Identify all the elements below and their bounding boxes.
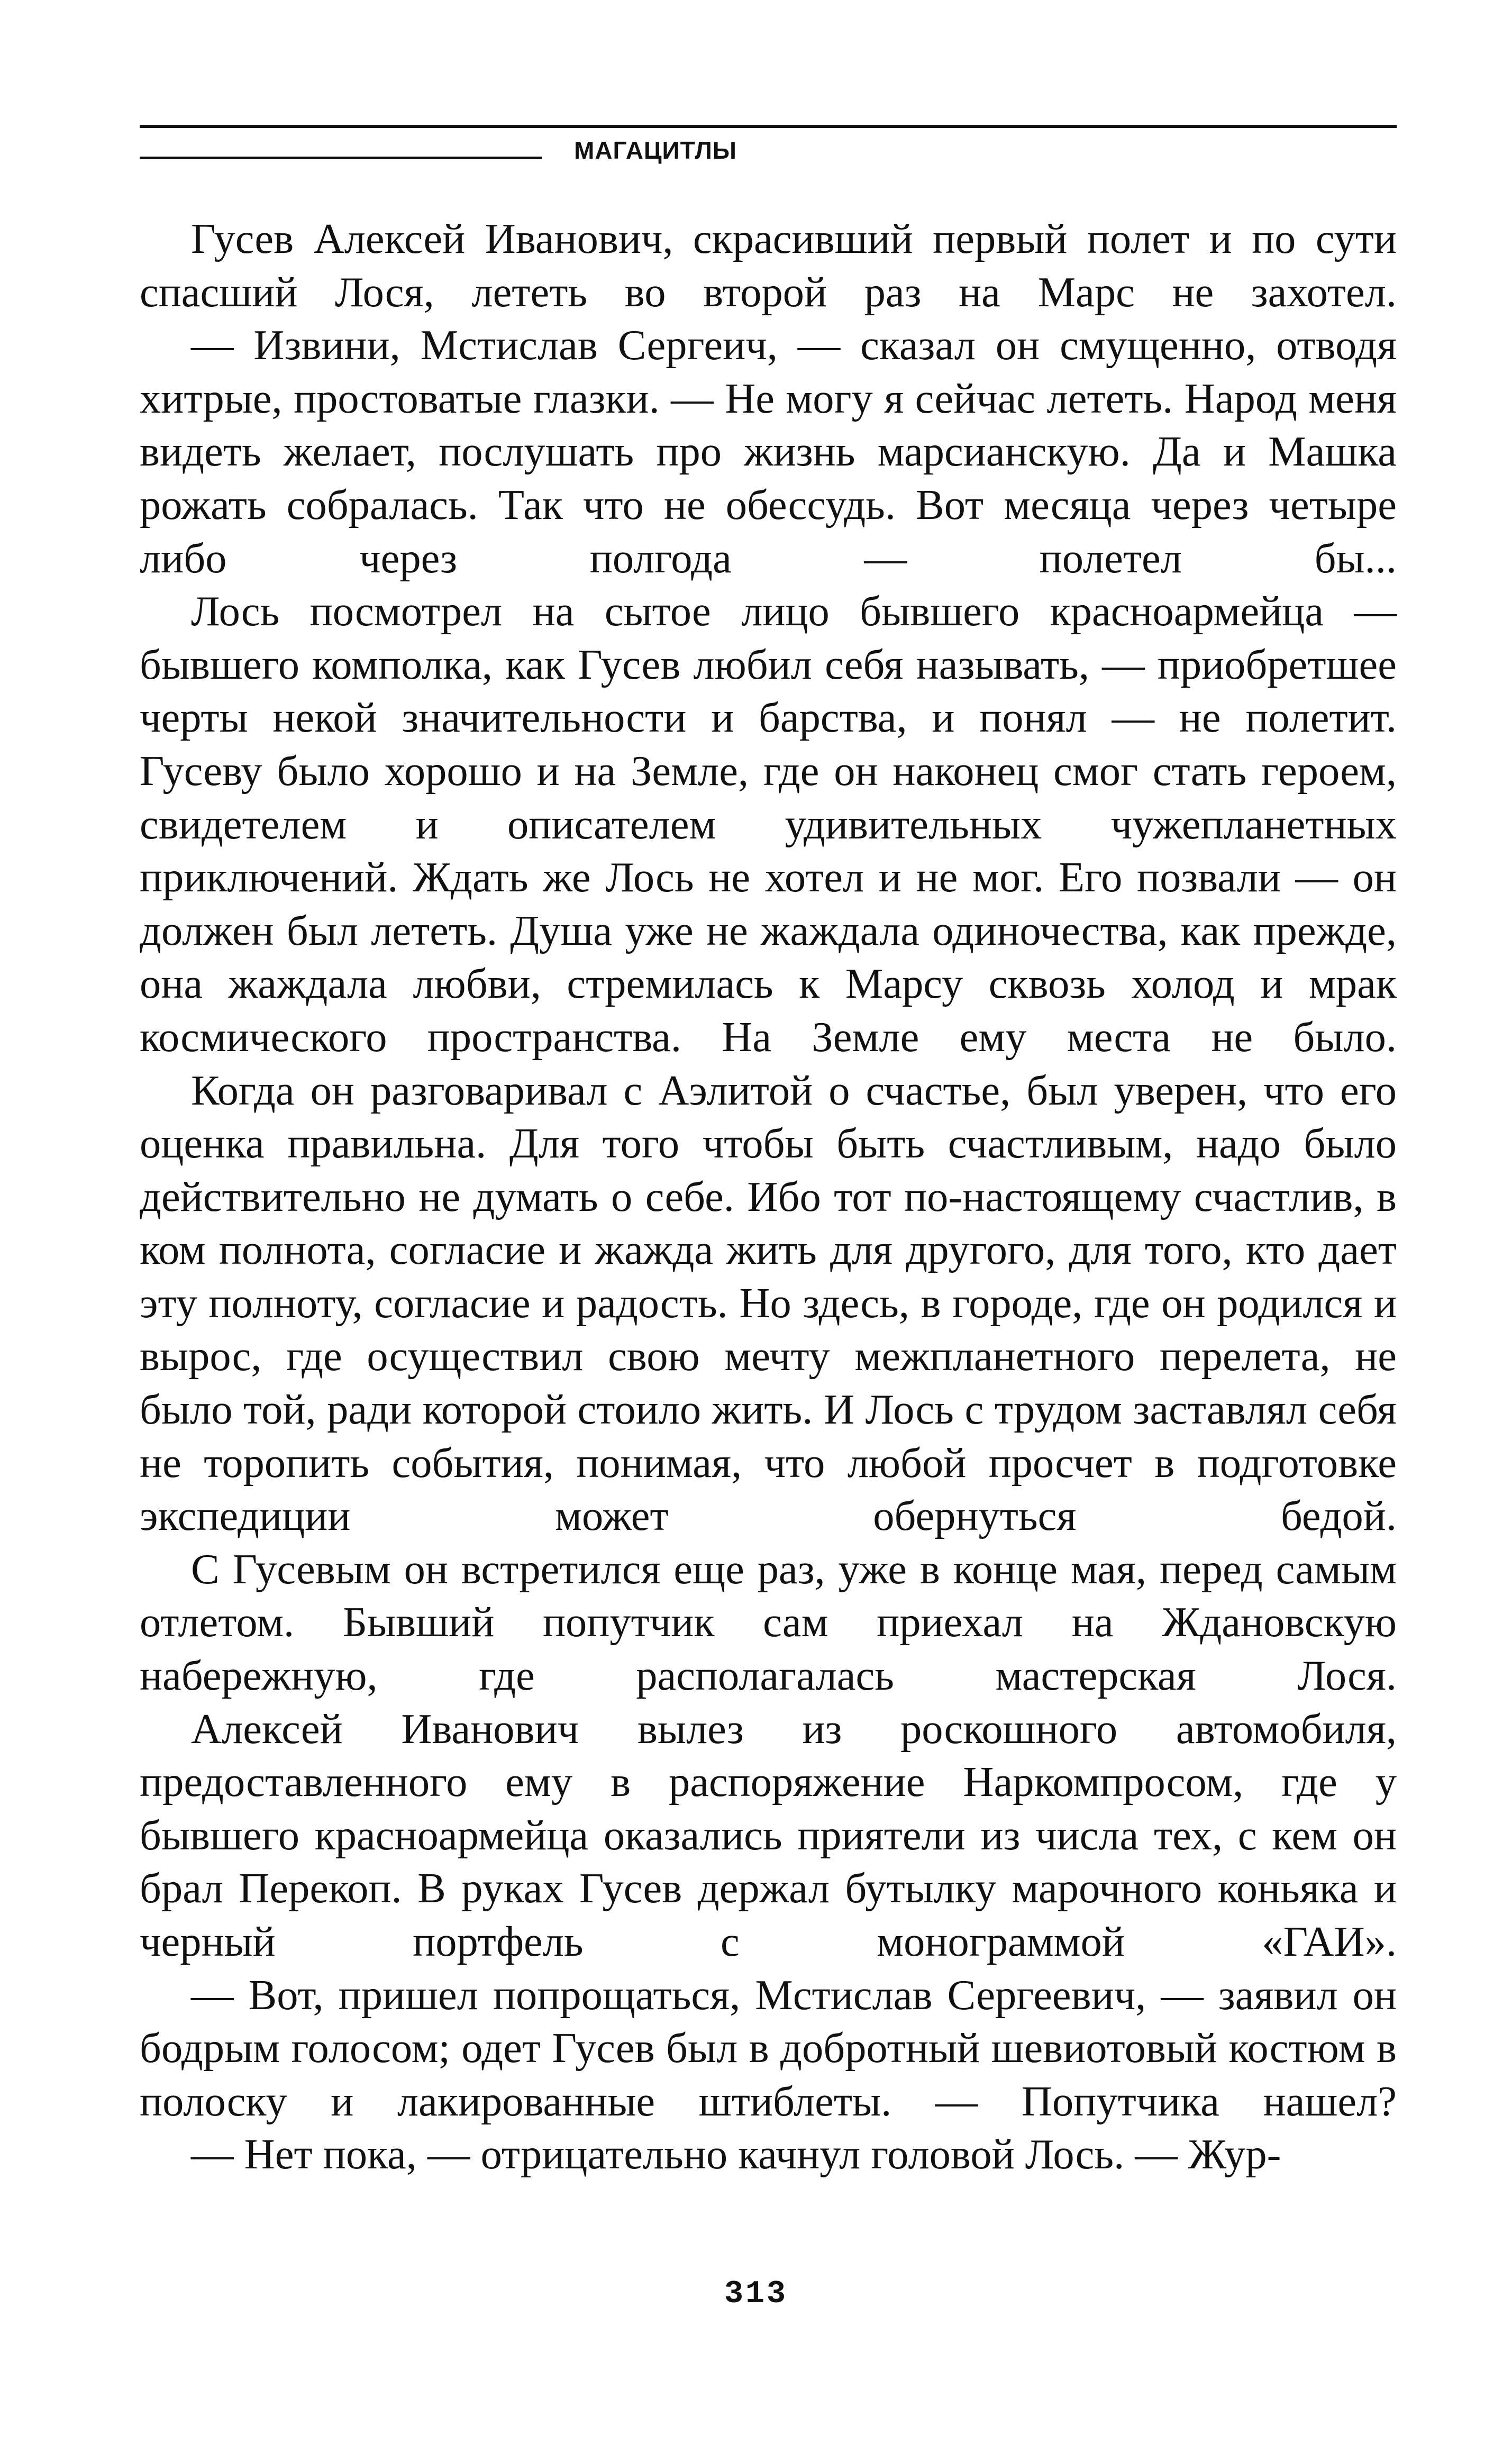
paragraph: — Извини, Мстислав Сергеич, — сказал он смущенно, отводя хитрые, простоватые глазки. — Не могу я сейчас лететь. Народ меня видеть желает, послушать про жизнь марсианскую. Да и Машка рожать собралась. Так что не обессудь. Вот месяца через четыре либо через полгода — полетел бы... xyxy=(140,322,1397,582)
paragraph: Когда он разговаривал с Аэлитой о счастье, был уверен, что его оценка правильна. Для того чтобы быть счастливым, надо было действительно не думать о себе. Ибо тот по-настоящему счастлив, в ком полнота, согласие и жажда жить для другого, для того, кто дает эту полноту, согласие и радость. Но здесь, в городе, где он родился и вырос, где осуществил свою мечту межпланетного перелета, не было той, ради которой стоило жить. И Лось с трудом заставлял себя не торопить события, понимая, что любой просчет в подготовке экспедиции может обернуться бедой. xyxy=(140,1066,1397,1540)
body-text xyxy=(140,213,1397,2182)
header-top-rule xyxy=(140,125,1397,128)
page-number: 313 xyxy=(724,2276,788,2312)
paragraph-continued: — Нет пока, — отрицательно качнул головой Лось. — Жур- xyxy=(191,2131,1281,2178)
paragraph: Лось посмотрел на сытое лицо бывшего красноармейца — бывшего комполка, как Гусев любил себя называть, — приобретшее черты некой значительности и барства, и понял — не полетит. Гусеву было хорошо и на Земле, где он наконец смог стать героем, свидетелем и описателем удивительных чужепланетных приключений. Ждать же Лось не хотел и не мог. Его позвали — он должен был лететь. Душа уже не жаждала одиночества, как прежде, она жаждала любви, стремилась к Марсу сквозь холод и мрак космического пространства. На Земле ему места не было. xyxy=(140,588,1397,1061)
paragraph: С Гусевым он встретился еще раз, уже в конце мая, перед самым отлетом. Бывший попутчик сам приехал на Ждановскую набережную, где располагалась мастерская Лося. xyxy=(140,1545,1397,1700)
paragraph: Гусев Алексей Иванович, скрасивший первый полет и по сути спасший Лося, лететь во второй раз на Марс не захотел. xyxy=(140,215,1397,316)
running-header-title: МАГАЦИТЛЫ xyxy=(574,136,737,164)
paragraph: Алексей Иванович вылез из роскошного автомобиля, предоставленного ему в распоряжение Наркомпросом, где у бывшего красноармейца оказались приятели из числа тех, с кем он брал Перекоп. В руках Гусев держал бутылку марочного коньяка и черный портфель с монограммой «ГАИ». xyxy=(140,1705,1397,1965)
paragraph: — Вот, пришел попрощаться, Мстислав Сергеевич, — заявил он бодрым голосом; одет Гусев был в добротный шевиотовый костюм в полоску и лакированные штиблеты. — Попутчика нашел? xyxy=(140,1971,1397,2125)
running-header-rule xyxy=(140,157,542,159)
